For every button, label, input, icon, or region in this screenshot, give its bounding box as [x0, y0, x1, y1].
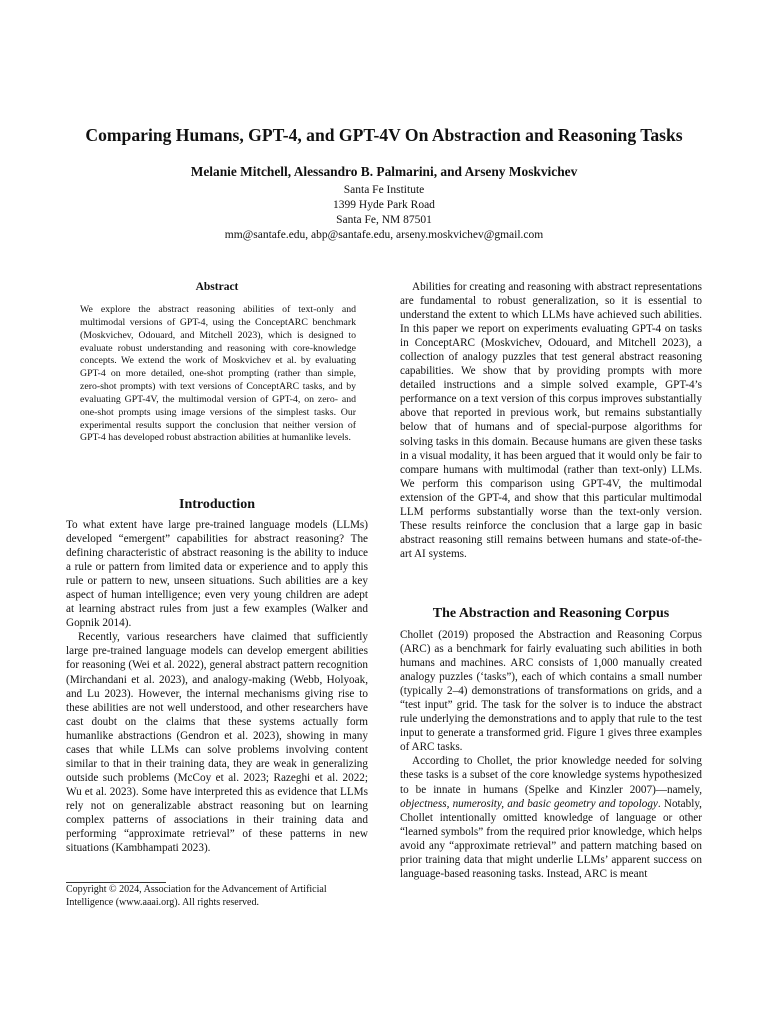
arc-p2-end: . Notably, Chollet intentionally omitted knowledge of language or other “learned symbols” from the required prior knowledge, which helps avoid any “approximate retrieval” and pattern matching based on prior training data that might underlie LLMs’ apparent success on language-based reasoning tasks. Instead, ARC is meant: [400, 797, 702, 880]
right-column-intro: [400, 280, 702, 561]
intro-paragraph-3: Abilities for creating and reasoning with abstract representations are fundamental to robust generalization, so it is essential to understand the extent to which LLMs have achieved such abilities. In this paper we report on experiments evaluating GPT-4 on tasks in ConceptARC (Moskvichev, Odouard, and Mitchell 2023), a collection of analogy puzzles that test general abstract reasoning capabilities. We show that by providing prompts with more detailed instructions and a simple solved example, GPT-4’s performance on a text version of this corpus improves substantially above that reported in previous work, but remains substantially below that of humans and of special-purpose algorithms for solving tasks in this domain. Because humans are given these tasks in a visual modality, it has been argued that it would only be fair to compare humans with multimodal (rather than text-only) LLMs. We perform this comparison using GPT-4V, the multimodal extension of the GPT-4, and show that this particular multimodal LLM performs substantially worse than the text-only version. These results reinforce the conclusion that a large gap in basic abstract reasoning still remains between humans and state-of-the-art AI systems.: [400, 281, 702, 560]
introduction-body: [66, 518, 368, 855]
arc-paragraph-1: Chollet (2019) proposed the Abstraction and Reasoning Corpus (ARC) as a benchmark for fairly evaluating such abilities in both humans and machines. ARC consists of 1,000 manually created analogy puzzles (‘tasks”), each of which contains a small number (typically 2–4) demonstrations of transformations on grids, and a “test input” grid. The task for the solver is to induce the abstract rule underlying the demonstrations and to apply that rule to the test input to generate a transformed grid. Figure 1 gives three examples of ARC tasks.: [400, 629, 702, 754]
intro-paragraph-1: To what extent have large pre-trained language models (LLMs) developed “emergent” capabilities for abstract reasoning? The defining characteristic of abstract reasoning is the ability to induce a rule or pattern from limited data or experience and to apply this rule or pattern to new, unseen situations. Such abilities are a key aspect of human intelligence; even very young children are adept at learning abstract rules from just a few examples (Walker and Gopnik 2014).: [66, 519, 368, 630]
affiliation-city: Santa Fe, NM 87501: [336, 214, 432, 226]
arc-paragraph-2: [400, 754, 702, 880]
affiliation-street: 1399 Hyde Park Road: [333, 199, 435, 211]
arc-p2-start: According to Chollet, the prior knowledge needed for solving these tasks is a subset of the core knowledge systems hypothesized to be innate in humans (Spelke and Kinzler 2007)—namely,: [400, 755, 702, 796]
author-list: Melanie Mitchell, Alessandro B. Palmarini, and Arseny Moskvichev: [190, 164, 578, 179]
arc-section-heading: The Abstraction and Reasoning Corpus: [432, 606, 670, 621]
abstract-heading: Abstract: [195, 281, 239, 293]
footnote-rule: [66, 882, 166, 883]
arc-section-body: [400, 628, 702, 881]
affiliation-block: [40, 183, 728, 243]
arc-p2-italic: objectness, numerosity, and basic geometry and topology: [400, 797, 658, 810]
affiliation-institute: Santa Fe Institute: [343, 184, 425, 196]
intro-paragraph-2: Recently, various researchers have claimed that sufficiently large pre-trained language models can develop emergent abilities for reasoning (Wei et al. 2022), general abstract pattern recognition (Mirchandani et al. 2023), and analogy-making (Webb, Holyoak, and Lu 2023). However, the internal mechanisms giving rise to these abilities are not well understood, and other researchers have cast doubt on the claims that these systems actually form humanlike abstractions (Gendron et al. 2023), showing in many cases that while LLMs can solve problems involving content similar to that in their training data, they are weak in generalizing outside such problems (McCoy et al. 2023; Razeghi et al. 2022; Wu et al. 2023). Some have interpreted this as evidence that LLMs rely not on generalizable abstract reasoning but on learning complex patterns of associations in their training data and performing “approximate retrieval” of these patterns in new situations (Kambhampati 2023).: [66, 631, 368, 855]
copyright-footnote: Copyright © 2024, Association for the Advancement of Artificial Intelligence (www.aaai.org). All rights reserved.: [66, 884, 327, 908]
author-emails: mm@santafe.edu, abp@santafe.edu, arseny.moskvichev@gmail.com: [224, 229, 544, 241]
abstract-text: We explore the abstract reasoning abilities of text-only and multimodal versions of GPT-4, using the ConceptARC benchmark (Moskvichev, Odouard, and Mitchell 2023), which is designed to evaluate robust understanding and reasoning with core-knowledge concepts. We extend the work of Moskvichev et al. by evaluating GPT-4 on more detailed, one-shot prompting (rather than simple, zero-shot prompts) with text versions of ConceptARC tasks, and by evaluating GPT-4V, the multimodal version of GPT-4, on zero- and one-shot prompts using image versions of the simplest tasks. Our experimental results support the conclusion that neither version of GPT-4 has developed robust abstraction abilities at humanlike levels.: [80, 304, 356, 444]
paper-title: Comparing Humans, GPT-4, and GPT-4V On Abstraction and Reasoning Tasks: [85, 125, 683, 145]
introduction-heading: Introduction: [179, 497, 255, 512]
